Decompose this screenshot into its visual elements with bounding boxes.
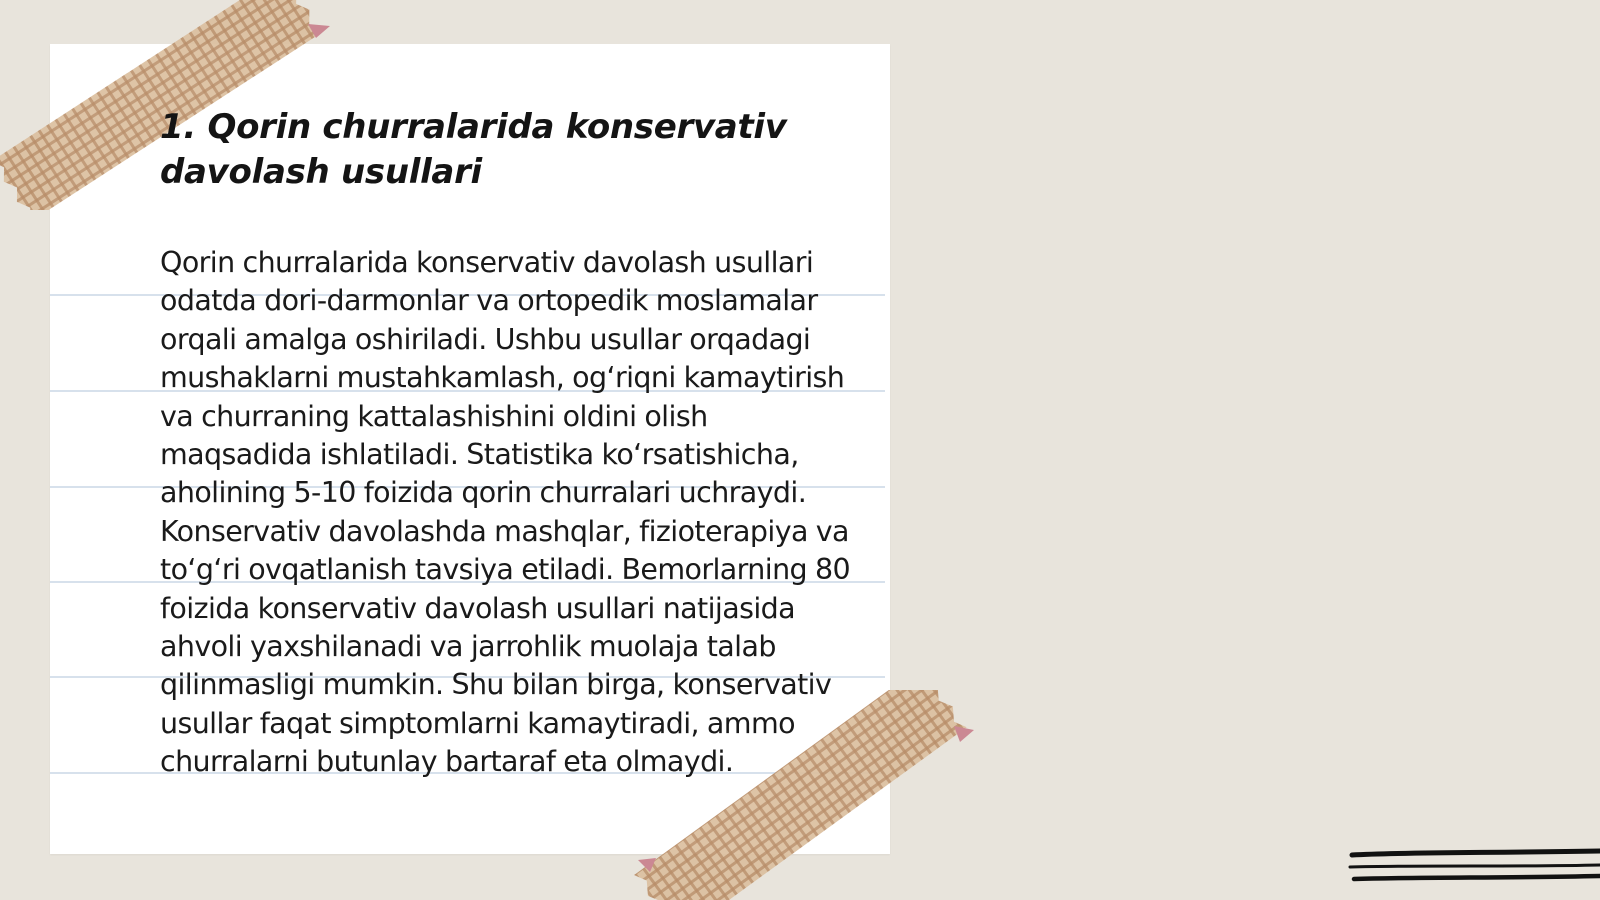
brush-stroke-lines-icon [1348,845,1600,895]
slide-title: 1. Qorin churralarida konservativ davolash usullari [160,107,787,192]
slide-body-text: Qorin churralarida konservativ davolash usullari odatda dori-darmonlar va ortopedik moslamalar orqali amalga oshiriladi. Ushbu usullar orqadagi mushaklarni mustahkamlash, og‘riqni kamaytirish va churraning kattalashishini oldini olish maqsadida ishlatiladi. Statistika ko‘rsatishicha, aholining 5-10 foizida qorin churralari uchraydi. Konservativ davolashda mashqlar, fizioterapiya va to‘g‘ri ovqatlanish tavsiya etiladi. Bemorlarning 80 foizida konservativ davolash usullari natijasida ahvoli yaxshilanadi va jarrohlik muolaja talab qilinmasligi mumkin. Shu bilan birga, konservativ usullar faqat simptomlarni kamaytiradi, ammo churralarni butunlay bartaraf eta olmaydi. [160,246,851,779]
